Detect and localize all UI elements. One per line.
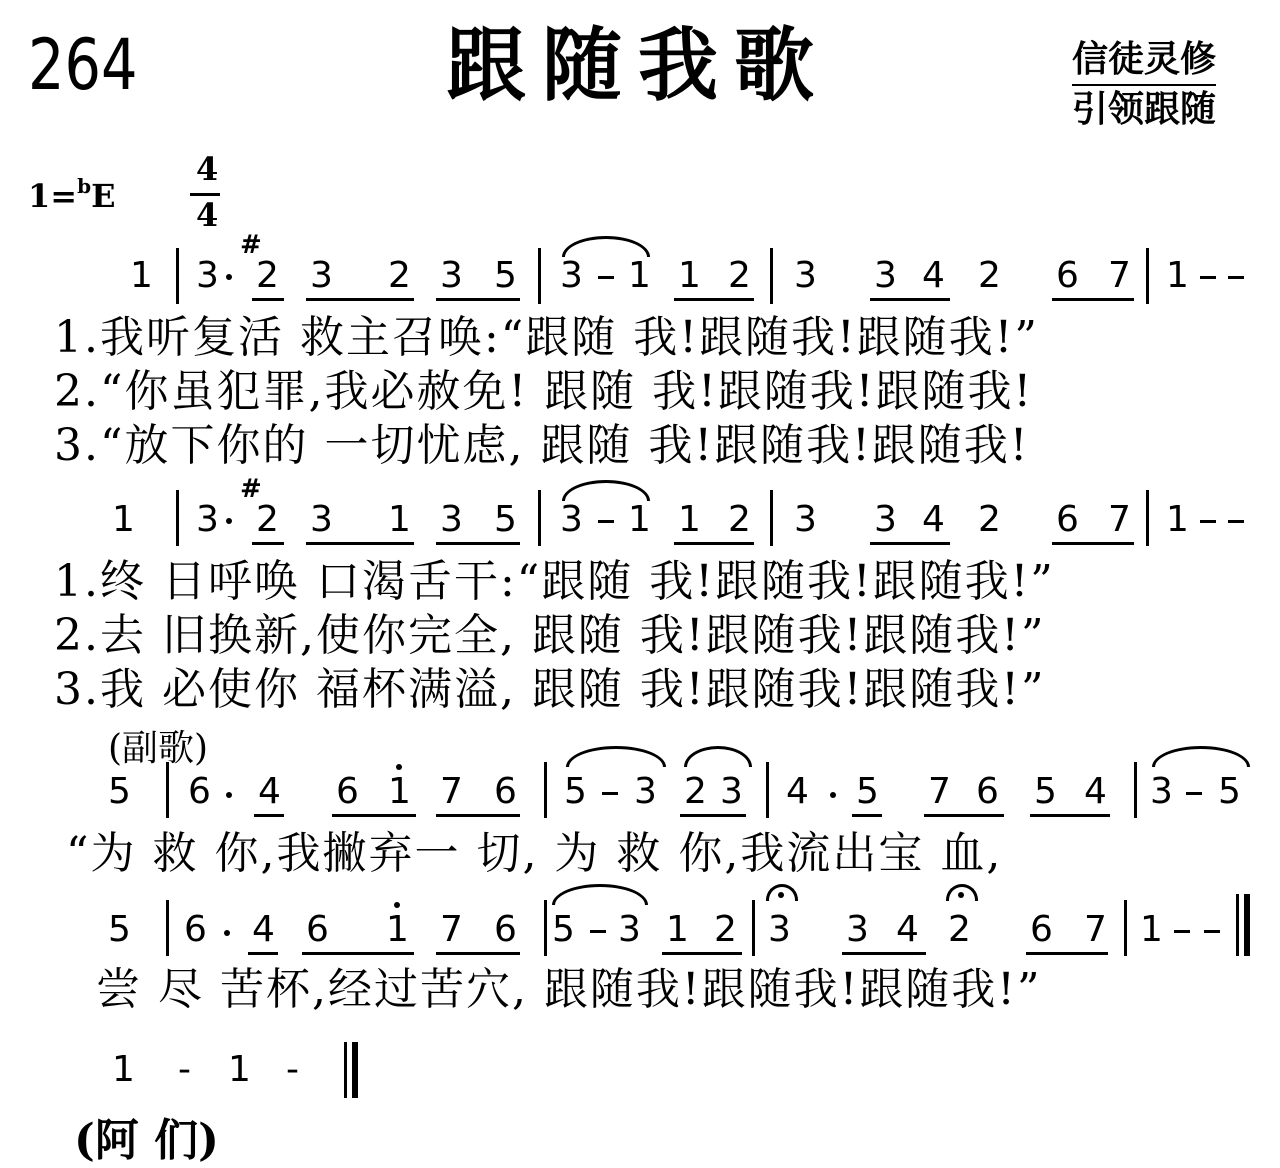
- note-digit: 3: [1150, 771, 1173, 812]
- note-digit: 1: [666, 909, 689, 950]
- beam-line: [1026, 952, 1108, 955]
- note-digit: 3: [560, 499, 583, 540]
- beam-line: [674, 298, 754, 301]
- barline: [752, 900, 755, 956]
- note-digit: 7: [1084, 909, 1107, 950]
- dash: [1228, 276, 1244, 279]
- barline: [166, 900, 169, 956]
- verse-line-2b: 2.去 旧换新,使你完全, 跟随 我!跟随我!跟随我!”: [54, 610, 1046, 661]
- barline: [544, 762, 547, 818]
- dash: [598, 276, 614, 279]
- note-digit: 3: [634, 771, 657, 812]
- note-digit: 6: [494, 771, 517, 812]
- beam-line: [924, 814, 1004, 817]
- verse-line-1a: 1.我听复活 救主召唤:“跟随 我!跟随我!跟随我!”: [54, 312, 1039, 363]
- beam-line: [436, 542, 520, 545]
- note-digit: 6: [188, 771, 211, 812]
- beam-line: [1052, 298, 1134, 301]
- note-digit: 2: [256, 255, 279, 296]
- beam-line: [436, 814, 520, 817]
- beam-line: [674, 542, 754, 545]
- key-prefix: 1=: [28, 177, 78, 215]
- note-digit: 6: [1030, 909, 1053, 950]
- hymn-title: 跟随我歌: [446, 19, 830, 112]
- note-digit: 3: [310, 255, 333, 296]
- beam-line: [870, 542, 950, 545]
- dash: [1174, 930, 1190, 933]
- beam-line: [252, 542, 284, 545]
- note-digit: 6: [494, 909, 517, 950]
- hymn-category: [1072, 36, 1216, 134]
- dash: [1200, 520, 1216, 523]
- tie: [566, 746, 666, 767]
- note-digit: 1: [1140, 909, 1163, 950]
- note-digit: 5: [108, 909, 131, 950]
- beam-line: [1030, 814, 1110, 817]
- note-digit: 5: [494, 255, 517, 296]
- note-digit: 3: [440, 499, 463, 540]
- beam-line: [852, 814, 882, 817]
- sharp-sign: #: [240, 230, 262, 260]
- note-digit: 6: [1056, 255, 1079, 296]
- note-digit: 3: [874, 499, 897, 540]
- note-digit: 3: [794, 499, 817, 540]
- note-digit: 5: [564, 771, 587, 812]
- time-signature-bottom: 4: [196, 196, 219, 234]
- note-digit: 1: [628, 255, 651, 296]
- note-digit: 5: [494, 499, 517, 540]
- augmentation-dot: [224, 930, 230, 936]
- final-barline-thick: [1244, 894, 1250, 956]
- note-digit: 7: [1108, 499, 1131, 540]
- ending-note: 1: [112, 1049, 135, 1090]
- note-digit: 3: [720, 771, 743, 812]
- beam-line: [680, 814, 746, 817]
- sharp-sign: #: [240, 474, 262, 504]
- note-digit: 3: [440, 255, 463, 296]
- beam-line: [252, 298, 284, 301]
- fermata-dot: [778, 892, 784, 898]
- barline: [176, 248, 179, 304]
- note-digit: 6: [976, 771, 999, 812]
- note-digit: 5: [108, 771, 131, 812]
- note-digit: 2: [978, 255, 1001, 296]
- ending-dash: -: [178, 1049, 191, 1090]
- dash: [598, 520, 614, 523]
- dash: [1204, 930, 1220, 933]
- category-line-1: 信徒灵修: [1072, 36, 1216, 86]
- barline: [544, 900, 547, 956]
- note-digit: 6: [336, 771, 359, 812]
- note-digit: 1: [112, 499, 135, 540]
- dash: [602, 792, 618, 795]
- note-digit: 2: [978, 499, 1001, 540]
- high-octave-dot: [396, 764, 402, 770]
- note-digit: 2: [728, 255, 751, 296]
- beam-line: [1052, 542, 1134, 545]
- note-digit: 4: [922, 255, 945, 296]
- verse-line-2a: 2.“你虽犯罪,我必赦免! 跟随 我!跟随我!跟随我!: [54, 366, 1034, 417]
- verse-line-3a: 3.“放下你的 一切忧虑, 跟随 我!跟随我!跟随我!: [54, 420, 1030, 471]
- tie: [562, 236, 650, 257]
- note-digit: 3: [768, 909, 791, 950]
- beam-line: [436, 952, 520, 955]
- chorus-label: (副歌): [108, 728, 209, 769]
- barline: [1124, 900, 1127, 956]
- barline: [766, 762, 769, 818]
- final-barline-thin: [344, 1042, 347, 1098]
- amen: (阿 们): [74, 1115, 219, 1166]
- chorus-line-2: 尝 尽 苦杯,经过苦穴, 跟随我!跟随我!跟随我!”: [96, 964, 1042, 1015]
- note-digit: 3: [196, 499, 219, 540]
- note-digit: 2: [948, 909, 971, 950]
- barline: [770, 490, 773, 546]
- note-digit: 1: [678, 255, 701, 296]
- augmentation-dot: [226, 518, 232, 524]
- note-digit: 1: [386, 909, 409, 950]
- barline: [770, 248, 773, 304]
- note-digit: 6: [184, 909, 207, 950]
- beam-line: [306, 542, 414, 545]
- tie: [1152, 746, 1250, 767]
- note-digit: 2: [388, 255, 411, 296]
- category-line-2: 引领跟随: [1072, 89, 1217, 130]
- note-digit: 2: [684, 771, 707, 812]
- final-barline-thick: [352, 1042, 358, 1098]
- dash: [1200, 276, 1216, 279]
- beam-line: [254, 814, 284, 817]
- note-digit: 4: [1084, 771, 1107, 812]
- barline: [538, 248, 541, 304]
- note-digit: 4: [252, 909, 275, 950]
- dash: [1228, 520, 1244, 523]
- verse-line-3b: 3.我 必使你 福杯满溢, 跟随 我!跟随我!跟随我!”: [54, 664, 1046, 715]
- verse-line-1b: 1.终 日呼唤 口渴舌干:“跟随 我!跟随我!跟随我!”: [54, 556, 1055, 607]
- note-digit: 1: [628, 499, 651, 540]
- note-digit: 3: [794, 255, 817, 296]
- note-digit: 1: [130, 255, 153, 296]
- tie: [552, 884, 648, 905]
- hymn-number: 264: [28, 24, 138, 106]
- note-digit: 7: [440, 909, 463, 950]
- beam-line: [436, 298, 520, 301]
- note-digit: 5: [1034, 771, 1057, 812]
- note-digit: 7: [1108, 255, 1131, 296]
- note-digit: 1: [1166, 499, 1189, 540]
- note-digit: 5: [552, 909, 575, 950]
- note-digit: 6: [306, 909, 329, 950]
- beam-line: [332, 814, 416, 817]
- note-digit: 6: [1056, 499, 1079, 540]
- note-digit: 1: [1166, 255, 1189, 296]
- augmentation-dot: [226, 792, 232, 798]
- note-digit: 5: [1218, 771, 1241, 812]
- augmentation-dot: [830, 792, 836, 798]
- final-barline-thin: [1236, 894, 1239, 956]
- note-digit: 3: [310, 499, 333, 540]
- note-digit: 3: [618, 909, 641, 950]
- high-octave-dot: [394, 902, 400, 908]
- beam-line: [870, 298, 950, 301]
- note-digit: 4: [922, 499, 945, 540]
- time-signature-top: 4: [196, 150, 219, 188]
- beam-line: [248, 952, 278, 955]
- beam-line: [842, 952, 926, 955]
- note-digit: 4: [258, 771, 281, 812]
- note-digit: 3: [846, 909, 869, 950]
- tie: [684, 746, 752, 767]
- note-digit: 7: [440, 771, 463, 812]
- note-digit: 3: [874, 255, 897, 296]
- note-digit: 1: [388, 499, 411, 540]
- note-digit: 2: [714, 909, 737, 950]
- dash: [590, 930, 606, 933]
- beam-line: [302, 952, 414, 955]
- key-flat: b: [77, 174, 92, 198]
- augmentation-dot: [226, 274, 232, 280]
- ending-note: 1: [228, 1049, 251, 1090]
- note-digit: 4: [786, 771, 809, 812]
- note-digit: 3: [196, 255, 219, 296]
- fermata-dot: [958, 892, 964, 898]
- note-digit: 2: [256, 499, 279, 540]
- ending-dash: -: [286, 1049, 299, 1090]
- barline: [1146, 490, 1149, 546]
- dash: [1186, 792, 1202, 795]
- barline: [1134, 762, 1137, 818]
- barline: [538, 490, 541, 546]
- note-digit: 1: [388, 771, 411, 812]
- note-digit: 2: [728, 499, 751, 540]
- note-digit: 4: [896, 909, 919, 950]
- note-digit: 3: [560, 255, 583, 296]
- barline: [1146, 248, 1149, 304]
- tie: [562, 480, 650, 501]
- note-digit: 5: [856, 771, 879, 812]
- key-letter: E: [91, 177, 116, 215]
- note-digit: 7: [928, 771, 951, 812]
- barline: [176, 490, 179, 546]
- chorus-line-1: “为 救 你,我撇弃一 切, 为 救 你,我流出宝 血,: [66, 828, 1003, 879]
- key-signature: [28, 174, 115, 215]
- note-digit: 1: [678, 499, 701, 540]
- beam-line: [306, 298, 414, 301]
- beam-line: [662, 952, 742, 955]
